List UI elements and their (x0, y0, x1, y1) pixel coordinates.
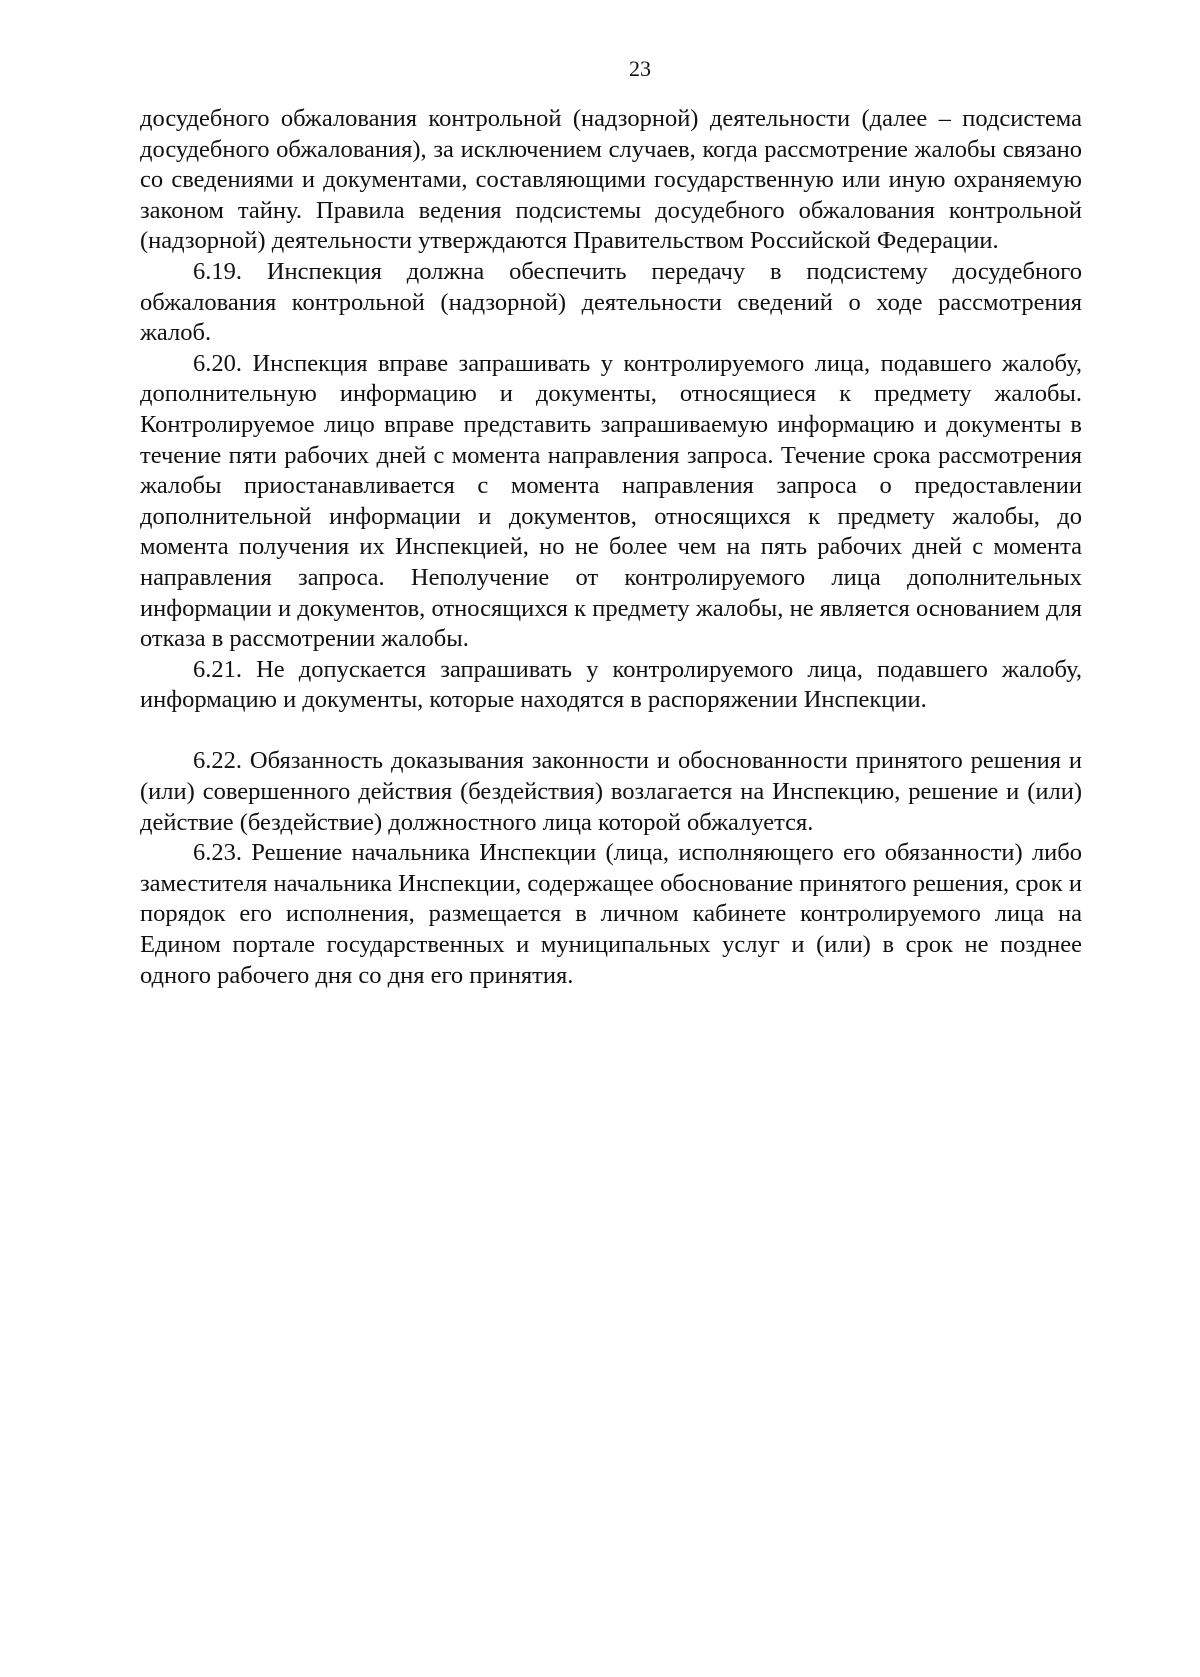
paragraph-6-22: 6.22. Обязанность доказывания законности и обоснованности принятого решения и (или) совершенного действия (бездействия) возлагается на Инспекцию, решение и (или) действие (бездействие) должностного лица которой обжалуется. (140, 747, 1082, 836)
paragraph-6-23: 6.23. Решение начальника Инспекции (лица, исполняющего его обязанности) либо заместителя начальника Инспекции, содержащее обоснование принятого решения, срок и порядок его исполнения, размещается в личном кабинете контролируемого лица на Едином портале государственных и муниципальных услуг и (или) в срок не позднее одного рабочего дня со дня его принятия. (140, 839, 1082, 989)
paragraph-6-20: 6.20. Инспекция вправе запрашивать у контролируемого лица, подавшего жалобу, дополнительную информацию и документы, относящиеся к предмету жалобы. Контролируемое лицо вправе представить запрашиваемую информацию и документы в течение пяти рабочих дней с момента направления запроса. Течение срока рассмотрения жалобы приостанавливается с момента направления запроса о предоставлении дополнительной информации и документов, относящихся к предмету жалобы, до момента получения их Инспекцией, но не более чем на пять рабочих дней с момента направления запроса. Неполучение от контролируемого лица дополнительных информации и документов, относящихся к предмету жалобы, не является основанием для отказа в рассмотрении жалобы. (140, 349, 1082, 653)
page-number: 23 (629, 56, 651, 81)
paragraph-6-21: 6.21. Не допускается запрашивать у контролируемого лица, подавшего жалобу, информацию и документы, которые находятся в распоряжении Инспекции. (140, 655, 1082, 714)
paragraph-6-19: 6.19. Инспекция должна обеспечить передачу в подсистему досудебного обжалования контрольной (надзорной) деятельности сведений о ходе рассмотрения жалоб. (140, 257, 1082, 347)
document-body (140, 104, 1082, 991)
paragraph-continuation: досудебного обжалования контрольной (надзорной) деятельности (далее – подсистема досудебного обжалования), за исключением случаев, когда рассмотрение жалобы связано со сведениями и документами, составляющими государственную или иную охраняемую законом тайну. Правила ведения подсистемы досудебного обжалования контрольной (надзорной) деятельности утверждаются Правительством Российской Федерации. (140, 105, 1082, 255)
